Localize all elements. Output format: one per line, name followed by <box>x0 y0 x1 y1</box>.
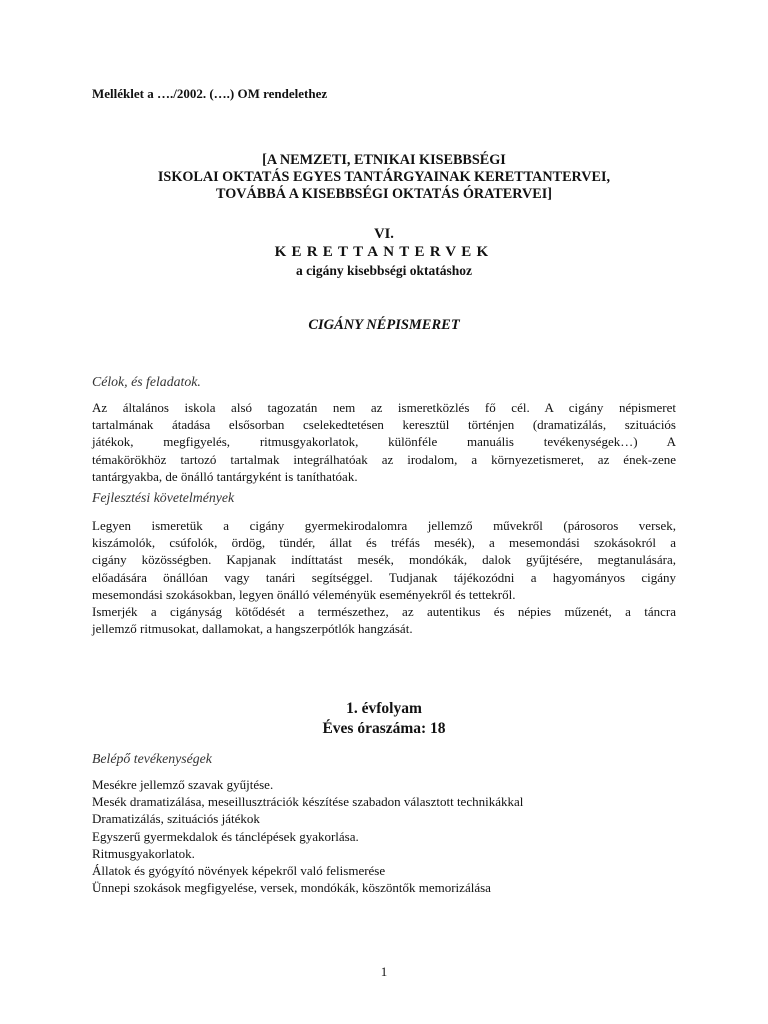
paragraph-line: Legyen ismeretük a cigány gyermekirodalomra jellemző művekről (párosoros versek, <box>92 518 676 533</box>
paragraph-line: Ismerjék a cigányság kötődését a természethez, az autentikus és népies műzenét, a táncra <box>92 604 676 620</box>
list-item: Mesékre jellemző szavak gyűjtése. <box>92 777 274 792</box>
subtitle: a cigány kisebbségi oktatáshoz <box>296 263 472 278</box>
requirements-paragraph <box>92 517 676 637</box>
goals-paragraph <box>92 399 676 485</box>
title-line: [A NEMZETI, ETNIKAI KISEBBSÉGI <box>262 152 506 168</box>
title-line: TOVÁBBÁ A KISEBBSÉGI OKTATÁS ÓRATERVEI] <box>216 186 552 202</box>
document-title <box>92 152 676 203</box>
paragraph-line: jellemző ritmusokat, dallamokat, a hangszerpótlók hangzását. <box>92 621 413 637</box>
attachment-note: Melléklet a …./2002. (….) OM rendelethez <box>92 86 328 101</box>
list-item: Egyszerű gyermekdalok és tánclépések gyakorlása. <box>92 828 359 844</box>
list-item: Állatok és gyógyító növények képekről való felismerése <box>92 863 386 879</box>
part-number: VI. <box>374 226 394 242</box>
page-number: 1 <box>380 964 388 979</box>
paragraph-line: kiszámolók, csúfolók, ördög, tündér, állat és tréfás mesék), a mesemondási szokásokról a <box>92 535 676 551</box>
goals-title: Célok, és feladatok. <box>92 374 201 389</box>
paragraph-line: mesemondási szokásokban, legyen önálló véleményük eseményekről és tettekről. <box>92 586 516 602</box>
paragraph-line: tantárgyakba, de önálló tantárgyként is taníthatóak. <box>92 468 358 484</box>
title-line: ISKOLAI OKTATÁS EGYES TANTÁRGYAINAK KERETTANTERVEI, <box>157 169 611 185</box>
grade-title: 1. évfolyam <box>346 700 422 717</box>
requirements-title: Fejlesztési követelmények <box>92 490 235 505</box>
list-item: Mesék dramatizálása, meseillusztrációk készítése szabadon választott technikákkal <box>92 794 524 810</box>
annual-hours: Éves óraszáma: 18 <box>322 720 446 737</box>
paragraph-line: Az általános iskola alsó tagozatán nem az ismeretközlés fő cél. A cigány népismeret <box>92 400 676 415</box>
kerettantervek-heading: KERETTANTERVEK <box>274 244 494 260</box>
list-item: Ünnepi szokások megfigyelése, versek, mondókák, köszöntők memorizálása <box>92 880 491 896</box>
subject-title: CIGÁNY NÉPISMERET <box>308 317 460 333</box>
paragraph-line: előadására önállóan vagy tanári segítséggel. Tudjanak tájékozódni a hagyományos cigány <box>92 569 676 585</box>
paragraph-line: cigány közösségben. Kapjanak indíttatást mesék, mondókák, dalok gyűjtésére, megtanulására, <box>92 552 676 568</box>
paragraph-line: témakörökhöz tartozó tartalmak integrálhatóak az irodalom, a környezetismeret, az ének-zene <box>92 451 676 467</box>
paragraph-line: tartalmának átadása elsősorban cselekedtetésen keresztül történjen (dramatizálás, szituációs <box>92 417 676 433</box>
list-item: Dramatizálás, szituációs játékok <box>92 811 260 827</box>
list-item: Ritmusgyakorlatok. <box>92 845 195 861</box>
activities-title: Belépő tevékenységek <box>92 751 212 766</box>
paragraph-line: játékok, megfigyelés, ritmusgyakorlatok, különféle manuális tevékenységek…) A <box>92 434 676 450</box>
activities-list <box>92 776 523 896</box>
